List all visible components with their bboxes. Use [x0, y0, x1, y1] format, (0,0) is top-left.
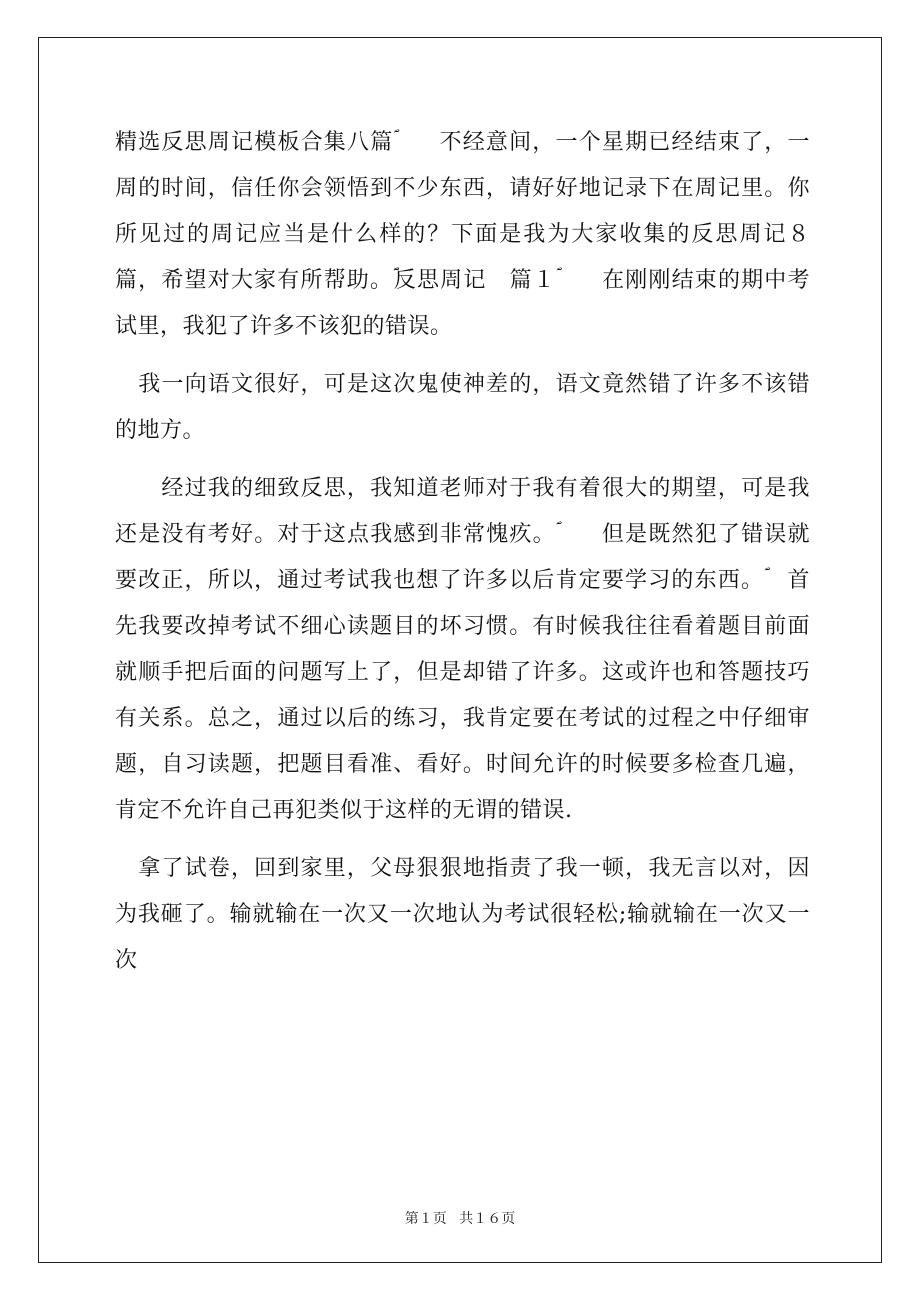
- paragraph-4: 拿了试卷，回到家里，父母狠狠地指责了我一顿，我无言以对，因为我砸了。输就输在一次又一次地认为考试很轻松;输就输在一次又一次: [115, 856, 810, 973]
- page-total: 共１６页: [459, 1211, 516, 1227]
- paragraph-2: 我一向语文很好，可是这次鬼使神差的，语文竟然错了许多不该错的地方。: [115, 372, 810, 443]
- document-body: [115, 120, 810, 984]
- page-number: 第１页: [404, 1211, 447, 1227]
- page-footer: [0, 1208, 920, 1228]
- paragraph-1: 精选反思周记模板合集八篇ؐ 不经意间，一个星期已经结束了，一周的时间，信任你会领悟到不少东西，请好好地记录下在周记里。你所见过的周记应当是什么样的？下面是我为大家收集的反思周记８篇，希望对大家有所帮助。ؐؐ反思周记 篇１ؐ 在刚刚结束的期中考试里，我犯了许多不该犯的错误。: [115, 130, 810, 339]
- paragraph-3: 经过我的细致反思，我知道老师对于我有着很大的期望，可是我还是没有考好。对于这点我感到非常愧疚。ؐ 但是既然犯了错误就要改正，所以，通过考试我也想了许多以后肯定要学习的东西。ؐ 首先我要改掉考试不细心读题目的坏习惯。有时候我往往看着题目前面就顺手把后面的问题写上了，但是却错了许多。这或许也和答题技巧有关系。总之，通过以后的练习，我肯定要在考试的过程之中仔细审题，自习读题，把题目看准、看好。时间允许的时候要多检查几遍，肯定不允许自己再犯类似于这样的无谓的错误.: [115, 476, 810, 823]
